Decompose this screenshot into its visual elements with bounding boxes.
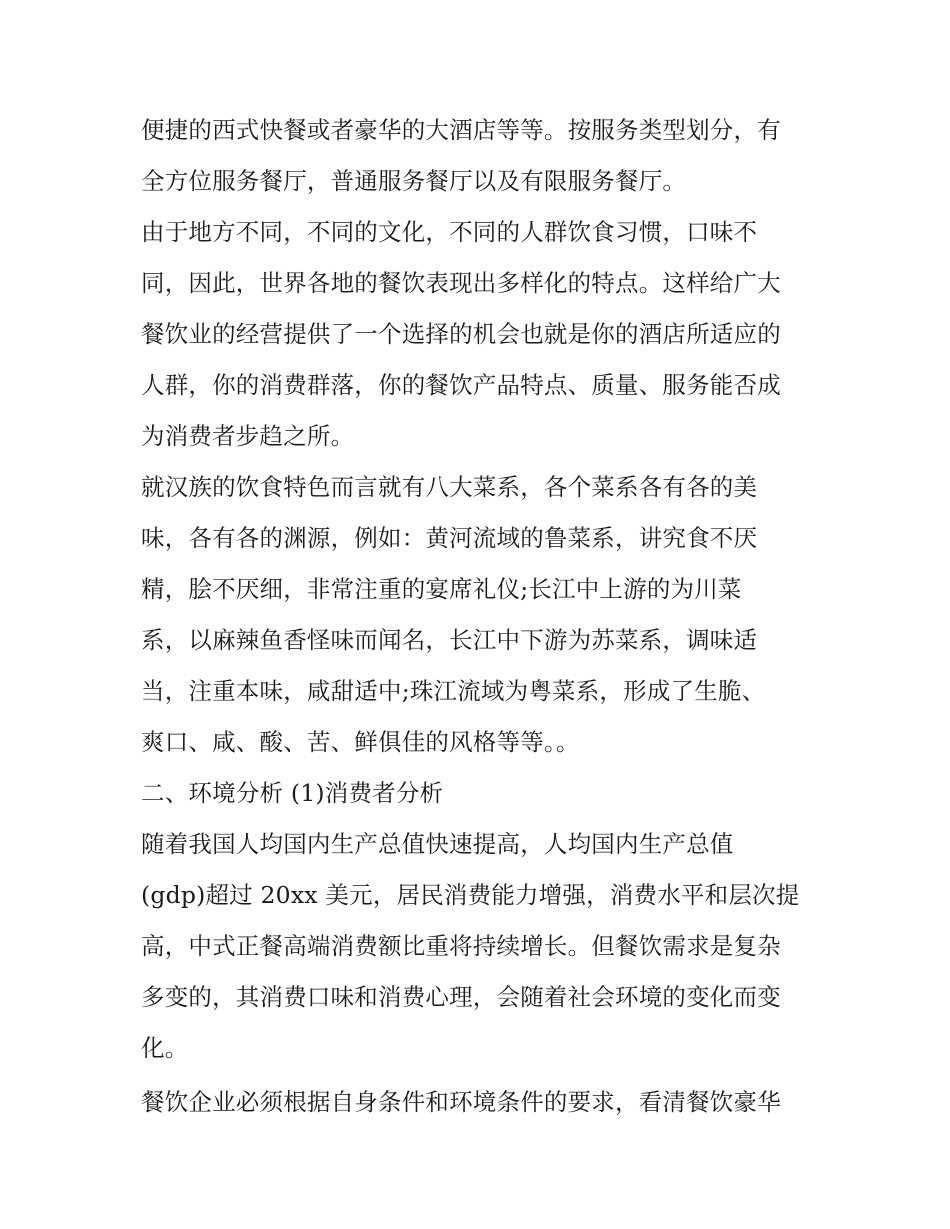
text-line: 味，各有各的渊源，例如：黄河流域的鲁菜系，讲究食不厌 bbox=[141, 524, 758, 552]
text-line: 爽口、咸、酸、苦、鲜俱佳的风格等等。。 bbox=[141, 728, 580, 756]
text-line: 餐饮业的经营提供了一个选择的机会也就是你的酒店所适应的 bbox=[141, 320, 781, 348]
text-line: 多变的，其消费口味和消费心理，会随着社会环境的变化而变 bbox=[141, 983, 781, 1011]
text-line: 便捷的西式快餐或者豪华的大酒店等等。按服务类型划分，有 bbox=[141, 116, 781, 144]
text-line: 系，以麻辣鱼香怪味而闻名，长江中下游为苏菜系，调味适 bbox=[141, 626, 758, 654]
text-line: 当，注重本味，咸甜适中;珠江流域为粤菜系，形成了生脆、 bbox=[141, 677, 766, 705]
text-line: 餐饮企业必须根据自身条件和环境条件的要求，看清餐饮豪华 bbox=[141, 1088, 781, 1116]
text-line: 随着我国人均国内生产总值快速提高，人均国内生产总值 bbox=[141, 830, 734, 858]
text-line: 为消费者步趋之所。 bbox=[141, 422, 355, 450]
text-line: 人群，你的消费群落，你的餐饮产品特点、质量、服务能否成 bbox=[141, 371, 781, 399]
text-line: 同，因此，世界各地的餐饮表现出多样化的特点。这样给广大 bbox=[141, 269, 781, 297]
text-line: 全方位服务餐厅，普通服务餐厅以及有限服务餐厅。 bbox=[141, 167, 687, 195]
text-line: 精，脍不厌细，非常注重的宴席礼仪;长江中上游的为川菜 bbox=[141, 575, 742, 603]
section-heading: 二、环境分析 (1)消费者分析 bbox=[141, 779, 444, 807]
text-line: 高，中式正餐高端消费额比重将持续增长。但餐饮需求是复杂 bbox=[141, 932, 781, 960]
text-line: 化。 bbox=[141, 1034, 189, 1062]
text-line: 由于地方不同，不同的文化，不同的人群饮食习惯，口味不 bbox=[141, 218, 758, 246]
text-line: 就汉族的饮食特色而言就有八大菜系，各个菜系各有各的美 bbox=[141, 473, 758, 501]
text-line: (gdp)超过 20xx 美元，居民消费能力增强，消费水平和层次提 bbox=[141, 881, 800, 909]
